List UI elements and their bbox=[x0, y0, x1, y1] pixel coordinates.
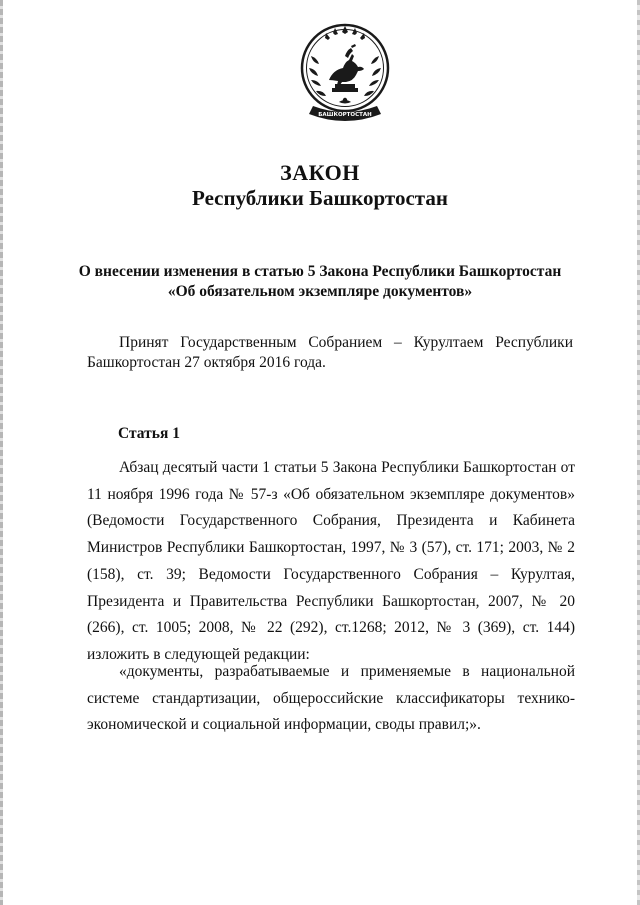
bashkortostan-coat-of-arms-icon bbox=[299, 22, 391, 130]
emblem-ribbon-text: БАШКОРТОСТАН bbox=[318, 112, 372, 118]
law-subject-line-2: «Об обязательном экземпляре документов» bbox=[167, 283, 473, 300]
document-subtitle: Республики Башкортостан bbox=[192, 186, 448, 210]
article-paragraph: Абзац десятый части 1 статьи 5 Закона Республики Башкортостан от 11 ноября 1996 года № 57-з «Об обязательном экземпляре документов» (Ведомости Государственного Собрания, Президента и Кабинета Министров Республики Башкортостан, 1997, № 3 (57), ст. 171; 2003, № 2 (158), ст. 39; Ведомости Государственного Собрания – Курултая, Президента и Правительства Республики Башкортостан, 2007, № 20 (266), ст. 1005; 2008, № 22 (292), ст.1268; 2012, № 3 (369), ст. 144) изложить в следующей редакции: bbox=[87, 459, 575, 663]
article-quote: «документы, разрабатываемые и применяемые в национальной системе стандартизации, общероссийские классификаторы технико-экономической и социальной информации, своды правил;». bbox=[87, 663, 575, 733]
document-title: ЗАКОН bbox=[280, 160, 360, 185]
law-subject-line-1: О внесении изменения в статью 5 Закона Республики Башкортостан bbox=[78, 263, 562, 280]
scan-edge-left bbox=[0, 0, 3, 905]
adoption-statement: Принят Государственным Собранием – Курултаем Республики Башкортостан 27 октября 2016 года. bbox=[87, 334, 573, 371]
law-subject bbox=[60, 262, 580, 302]
article-heading: Статья 1 bbox=[118, 425, 180, 442]
